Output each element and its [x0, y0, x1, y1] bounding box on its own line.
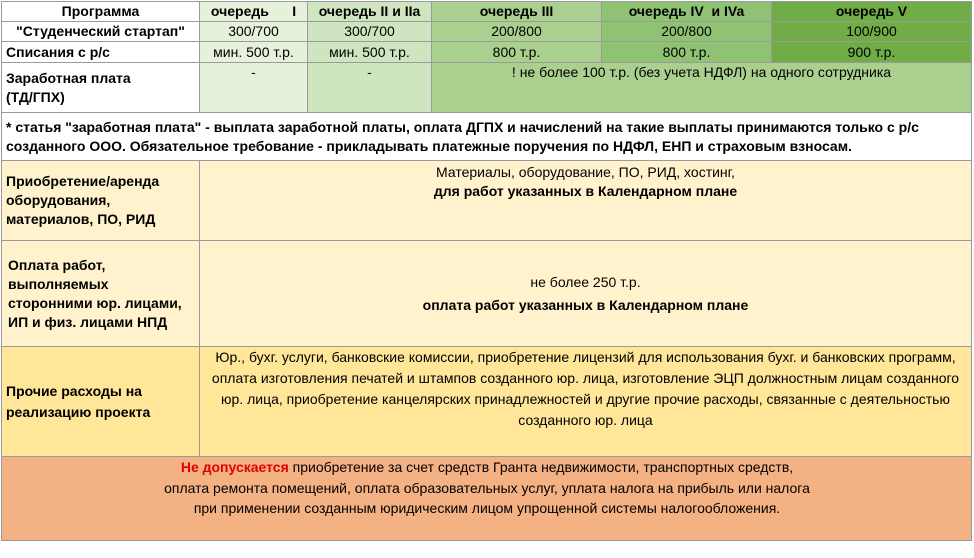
- salary-label-line2: (ТД/ГПХ): [6, 88, 65, 105]
- equipment-label: Приобретение/аренда оборудования, материалов, ПО, РИД: [2, 161, 200, 241]
- writeoff-q1: мин. 500 т.р.: [200, 42, 308, 63]
- salary-row: [2, 63, 972, 113]
- note-row: [2, 113, 972, 161]
- contractors-line2: оплата работ указанных в Календарном плане: [422, 296, 749, 313]
- equipment-line1: Материалы, оборудование, ПО, РИД, хостинг,: [436, 164, 735, 180]
- other-row: [2, 347, 972, 457]
- header-queue-2: очередь II и IIa: [308, 2, 432, 22]
- equipment-row: [2, 161, 972, 241]
- writeoff-row: [2, 42, 972, 63]
- writeoff-label: Списания с р/с: [2, 42, 200, 63]
- budget-sheet: [0, 1, 972, 556]
- startup-q2: 300/700: [308, 22, 432, 42]
- salary-label-line1: Заработная плата: [6, 69, 131, 86]
- salary-note: * статья "заработная плата" - выплата заработной платы, оплата ДГПХ и начислений на такие выплаты принимаются только с р/с созданного ООО. Обязательное требование - прикладывать платежные поручения по НДФЛ, ЕНП и страховым взносам.: [2, 113, 972, 161]
- header-queue-3: очередь III: [432, 2, 602, 22]
- startup-q5: 100/900: [772, 22, 972, 42]
- header-queue-4: очередь IV и IVa: [602, 2, 772, 22]
- forbidden-text: [157, 457, 817, 519]
- contractors-label: Оплата работ, выполняемых сторонними юр. лицами, ИП и физ. лицами НПД: [2, 241, 200, 347]
- header-queue-5: очередь V: [772, 2, 972, 22]
- startup-label: "Студенческий стартап": [2, 22, 200, 42]
- writeoff-q4: 800 т.р.: [602, 42, 772, 63]
- forbidden-body: приобретение за счет средств Гранта недвижимости, транспортных средств, оплата ремонта помещений, оплата образовательных услуг, уплата налога на прибыль или налога при применении созданным юридическим лицом упрощенной системы налогообложения.: [164, 459, 810, 516]
- startup-q3: 200/800: [432, 22, 602, 42]
- salary-q2: -: [308, 63, 432, 113]
- other-label: Прочие расходы на реализацию проекта: [2, 347, 200, 457]
- forbidden-row: [2, 457, 972, 541]
- header-queue-1: очередь I: [200, 2, 308, 22]
- equipment-content: [200, 161, 972, 241]
- writeoff-q2: мин. 500 т.р.: [308, 42, 432, 63]
- contractors-content: [200, 241, 972, 347]
- salary-label: [2, 63, 200, 113]
- forbidden-cell: [2, 457, 972, 541]
- other-content: Юр., бухг. услуги, банковские комиссии, приобретение лицензий для использования бухг. и банковских программ, оплата изготовления печатей и штампов созданного юр. лица, изготовление ЭЦП должностным лицам созданного юр. лица, приобретение канцелярских принадлежностей и другие прочие расходы, связанные с деятельностью созданного юр. лица: [200, 347, 972, 457]
- startup-row: [2, 22, 972, 42]
- forbidden-highlight: Не допускается: [180, 459, 289, 475]
- writeoff-q3: 800 т.р.: [432, 42, 602, 63]
- startup-q4: 200/800: [602, 22, 772, 42]
- budget-table: [1, 1, 972, 541]
- equipment-line2: для работ указанных в Календарном плане: [433, 183, 738, 199]
- writeoff-q5: 900 т.р.: [772, 42, 972, 63]
- startup-q1: 300/700: [200, 22, 308, 42]
- contractors-line1: не более 250 т.р.: [530, 273, 641, 290]
- header-row: [2, 2, 972, 22]
- salary-q1: -: [200, 63, 308, 113]
- contractors-row: [2, 241, 972, 347]
- header-program: Программа: [2, 2, 200, 22]
- salary-q3-5: ! не более 100 т.р. (без учета НДФЛ) на одного сотрудника: [432, 63, 972, 113]
